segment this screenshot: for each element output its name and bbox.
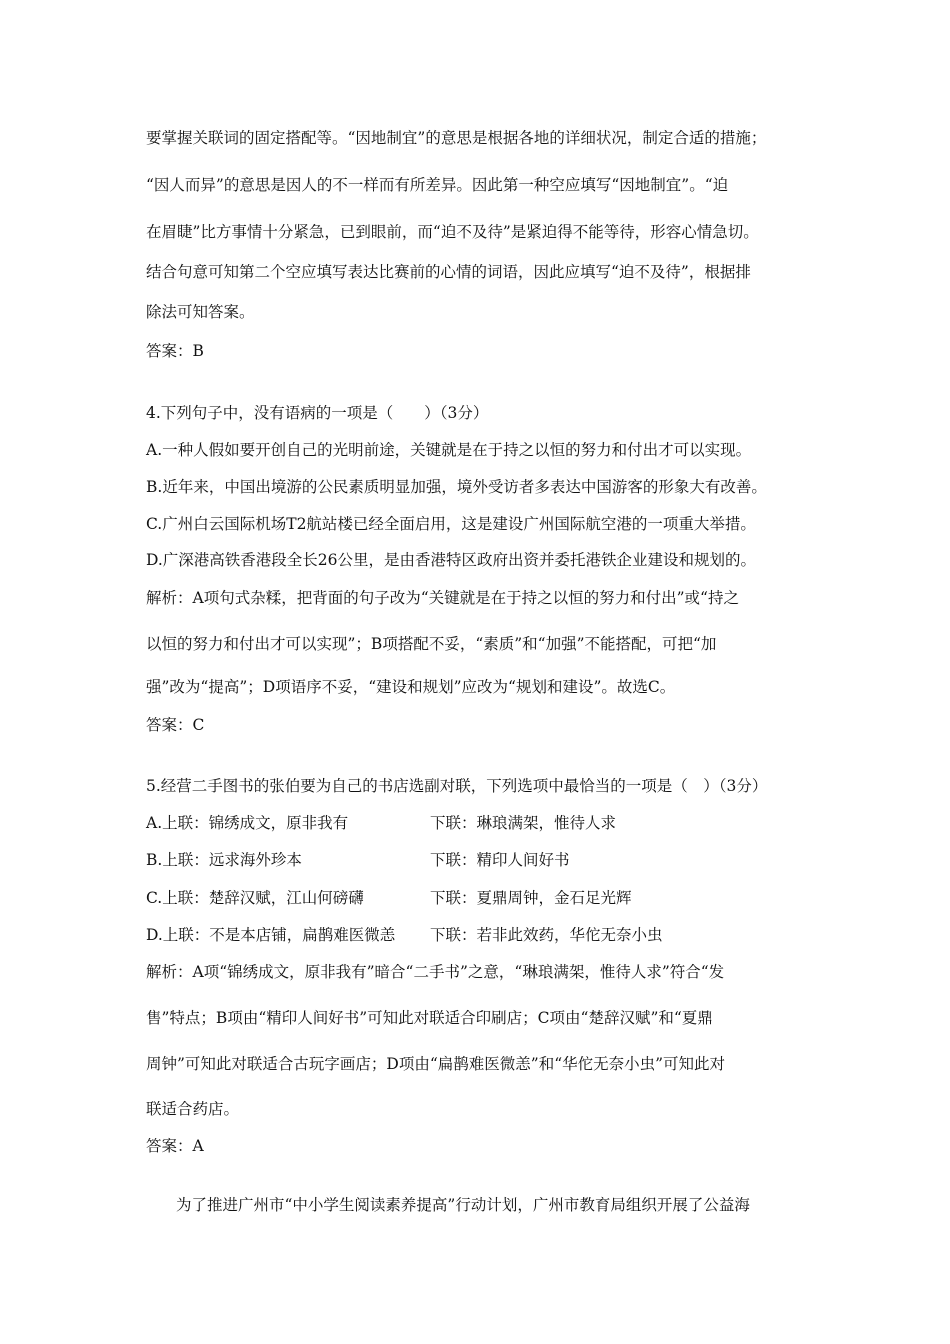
q4-analysis-line: 解析：A项句式杂糅，把背面的句子改为“关键就是在于持之以恒的努力和付出”或“持之 bbox=[146, 589, 739, 607]
passage-intro: 为了推进广州市“中小学生阅读素养提高”行动计划，广州市教育局组织开展了公益海 bbox=[176, 1196, 750, 1214]
q3-analysis-line: “因人而异”的意思是因人的不一样而有所差异。因此第一种空应填写“因地制宜”。“迫 bbox=[146, 176, 729, 194]
q5-analysis-line: 周钟”可知此对联适合古玩字画店；D项由“扁鹊难医微恙”和“华佗无奈小虫”可知此对 bbox=[146, 1055, 726, 1073]
q3-analysis-line: 在眉睫”比方事情十分紧急，已到眼前，而“迫不及待”是紧迫得不能等待，形容心情急切。 bbox=[146, 223, 759, 241]
q5-option-b bbox=[146, 850, 302, 870]
q3-answer: 答案：B bbox=[146, 342, 204, 360]
q5-option-d-lower: 下联：若非此效药，华佗无奈小虫 bbox=[430, 926, 663, 944]
q5-option-c bbox=[146, 888, 364, 908]
q5-stem: 5.经营二手图书的张伯要为自己的书店选副对联，下列选项中最恰当的一项是（ ）（3分） bbox=[146, 777, 768, 795]
q4-answer: 答案：C bbox=[146, 716, 205, 734]
q5-option-upper: B.上联：远求海外珍本 bbox=[146, 851, 302, 869]
q5-option-upper: D.上联：不是本店铺，扁鹊难医微恙 bbox=[146, 926, 396, 944]
q5-option-d bbox=[146, 925, 395, 945]
q4-option-d: D.广深港高铁香港段全长26公里，是由香港特区政府出资并委托港铁企业建设和规划的。 bbox=[146, 551, 757, 569]
q4-option-c: C.广州白云国际机场T2航站楼已经全面启用，这是建设广州国际航空港的一项重大举措。 bbox=[146, 515, 756, 533]
q5-option-a bbox=[146, 813, 348, 833]
q5-option-b-lower: 下联：精印人间好书 bbox=[430, 851, 570, 869]
q5-option-upper: A.上联：锦绣成文，原非我有 bbox=[146, 814, 349, 832]
q3-analysis-line: 结合句意可知第二个空应填写表达比赛前的心情的词语，因此应填写“迫不及待”，根据排 bbox=[146, 263, 751, 281]
q4-stem: 4.下列句子中，没有语病的一项是（ ）（3分） bbox=[146, 404, 489, 422]
q5-option-upper: C.上联：楚辞汉赋，江山何磅礴 bbox=[146, 889, 364, 907]
q4-option-a: A.一种人假如要开创自己的光明前途，关键就是在于持之以恒的努力和付出才可以实现。 bbox=[146, 441, 752, 459]
q5-option-a-lower: 下联：琳琅满架，惟待人求 bbox=[430, 814, 617, 832]
q3-analysis-line: 除法可知答案。 bbox=[146, 303, 255, 321]
q5-analysis-line: 售”特点；B项由“精印人间好书”可知此对联适合印刷店；C项由“楚辞汉赋”和“夏鼎 bbox=[146, 1009, 713, 1027]
q5-option-c-lower: 下联：夏鼎周钟，金石足光辉 bbox=[430, 889, 632, 907]
q5-analysis-line: 联适合药店。 bbox=[146, 1100, 240, 1118]
q5-answer: 答案：A bbox=[146, 1137, 204, 1155]
q4-option-b: B.近年来，中国出境游的公民素质明显加强，境外受访者多表达中国游客的形象大有改善。 bbox=[146, 478, 767, 496]
q3-analysis-line: 要掌握关联词的固定搭配等。“因地制宜”的意思是根据各地的详细状况，制定合适的措施； bbox=[146, 129, 767, 147]
q5-analysis-line: 解析：A项“锦绣成文，原非我有”暗合“二手书”之意，“琳琅满架，惟待人求”符合“发 bbox=[146, 963, 725, 981]
q4-analysis-line: 以恒的努力和付出才可以实现”；B项搭配不妥，“素质”和“加强”不能搭配，可把“加 bbox=[146, 635, 717, 653]
q4-analysis-line: 强”改为“提高”；D项语序不妥，“建设和规划”应改为“规划和建设”。故选C。 bbox=[146, 678, 676, 696]
